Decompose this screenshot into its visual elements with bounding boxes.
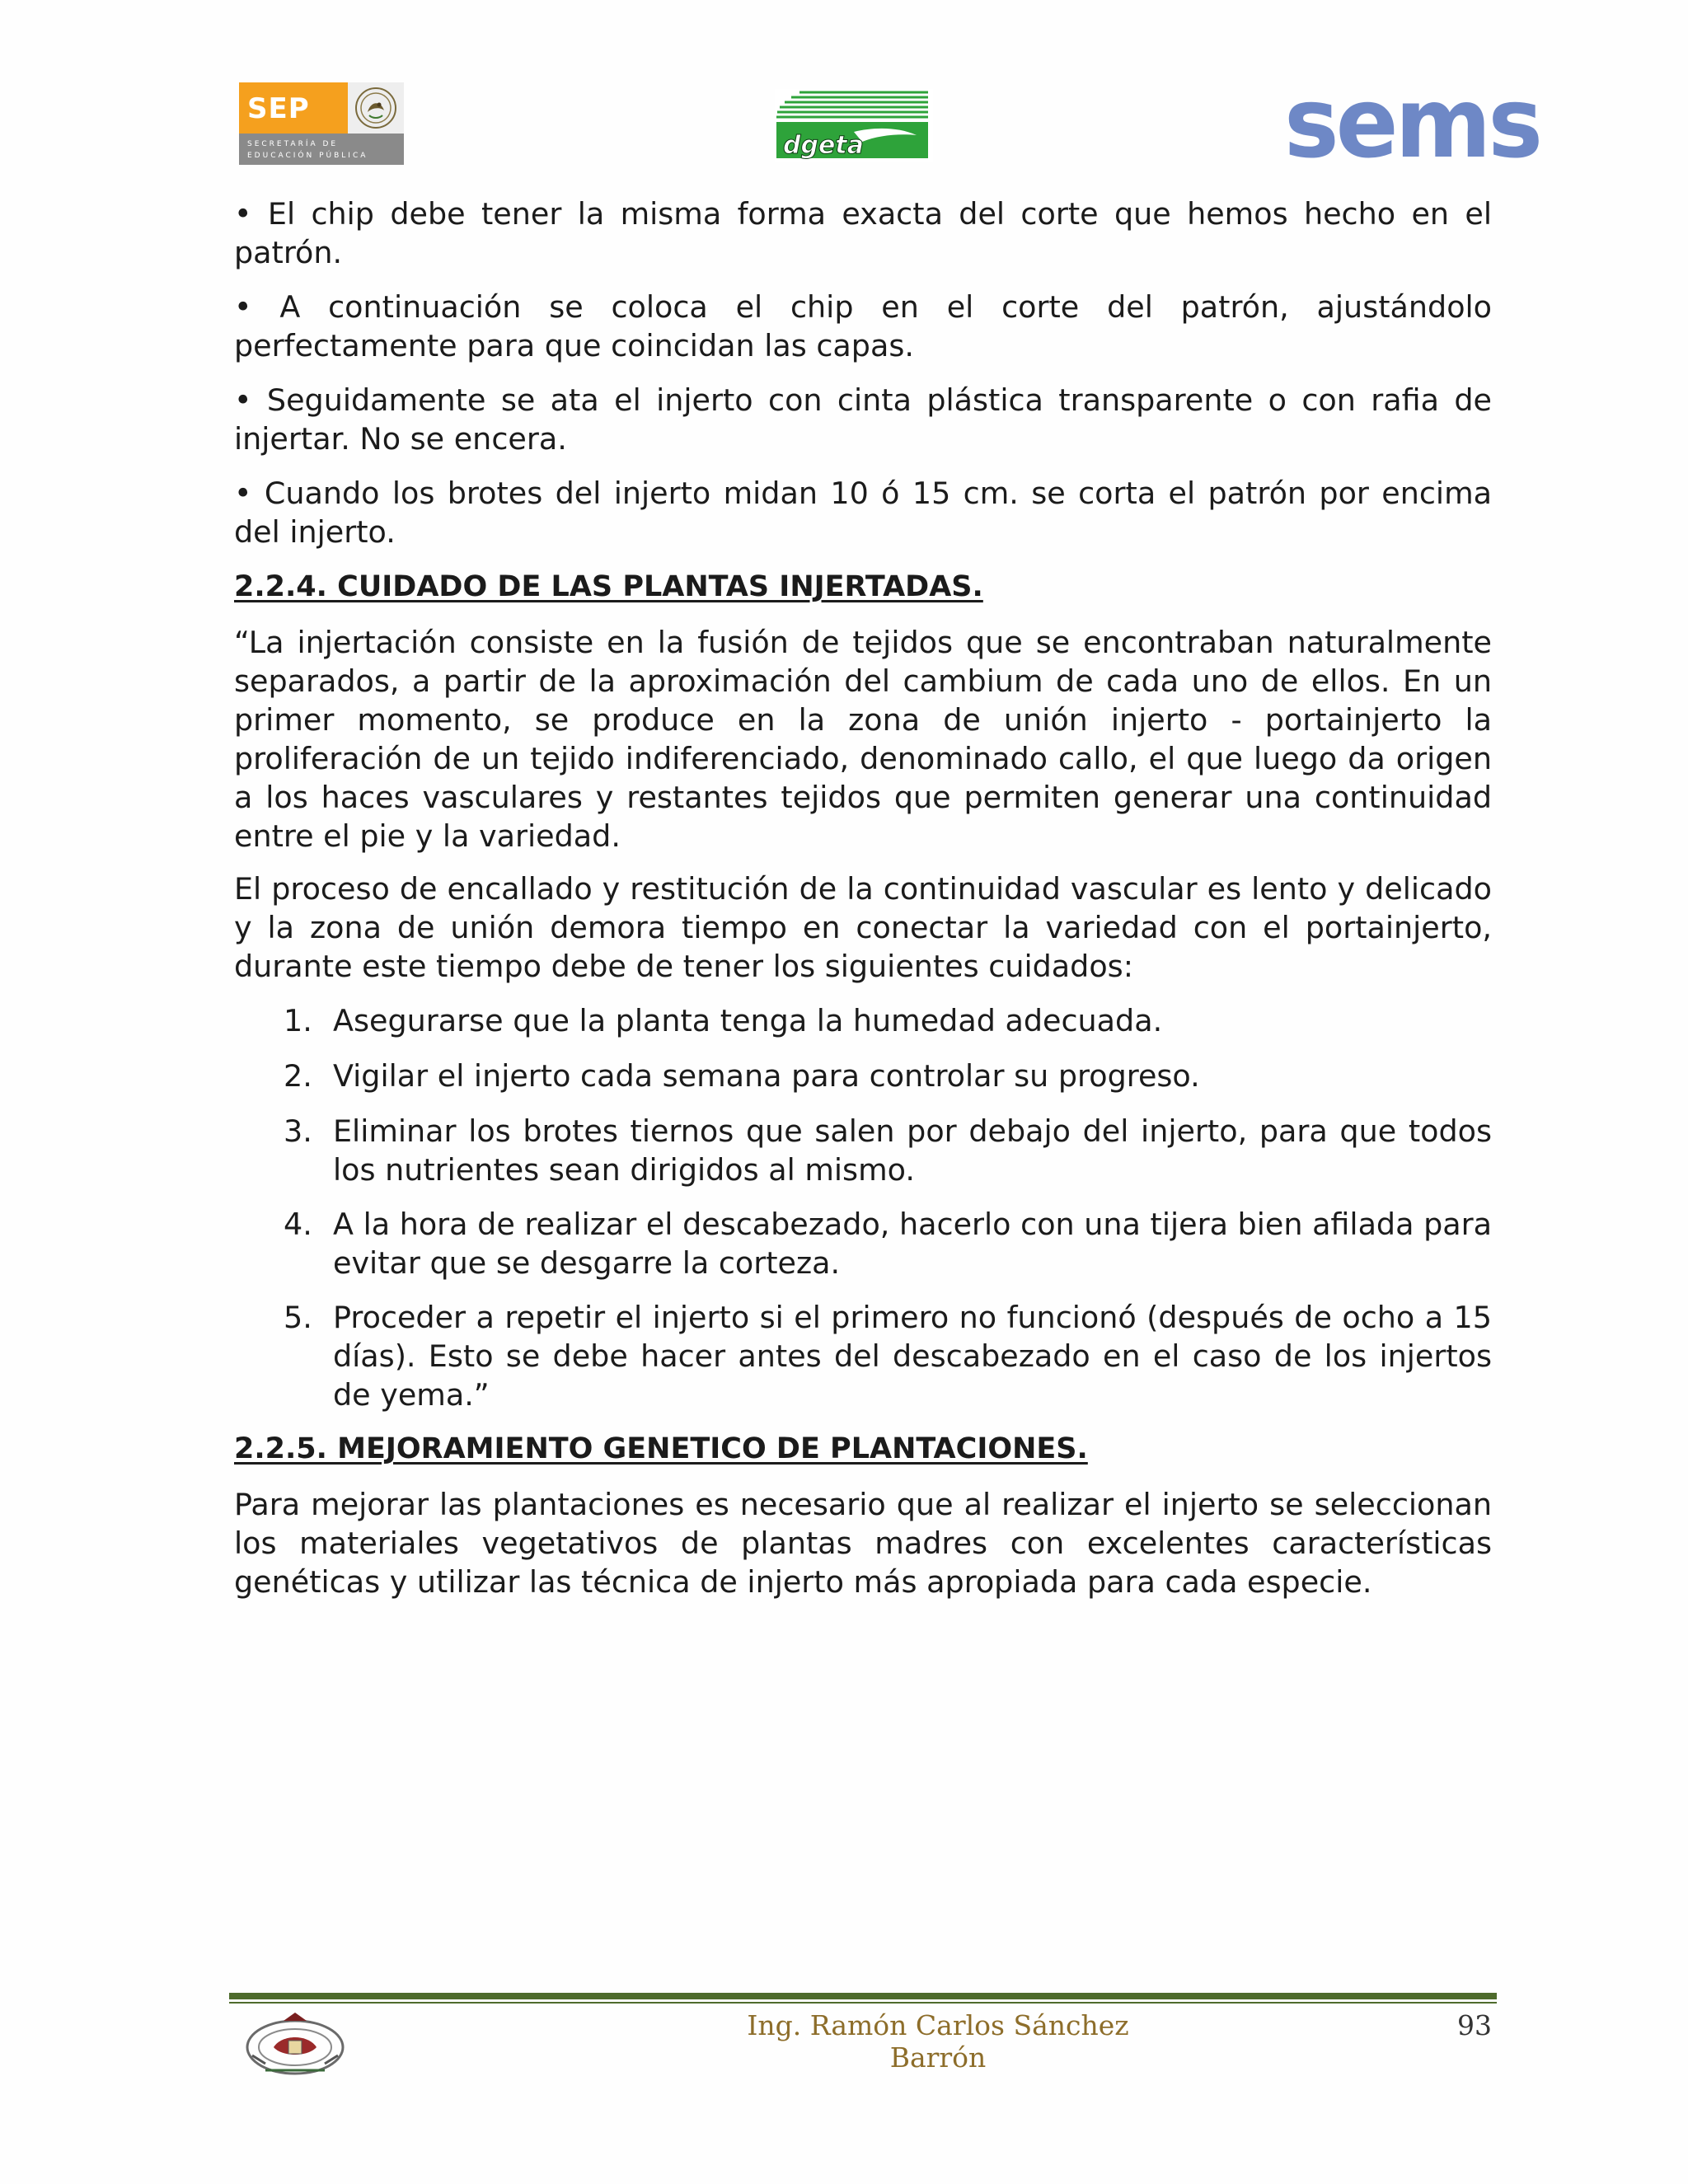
list-item-text: Eliminar los brotes tiernos que salen por debajo del injerto, para que todos los nutrientes sean dirigidos al mismo. xyxy=(333,1113,1492,1188)
school-emblem-icon xyxy=(241,2011,349,2080)
paragraph-mejoramiento: Para mejorar las plantaciones es necesario que al realizar el injerto se seleccionan los materiales vegetativos de plantas madres con excelentes características genéticas y utilizar las técnica de injerto más apropiada para cada especie. xyxy=(234,1487,1492,1600)
footer-author: Ing. Ramón Carlos Sánchez Barrón xyxy=(747,2009,1129,2074)
list-item-text: A la hora de realizar el descabezado, hacerlo con una tijera bien afilada para evitar que se desgarre la corteza. xyxy=(333,1207,1492,1281)
list-item-number: 5. xyxy=(284,1300,312,1335)
sep-logo xyxy=(239,82,404,165)
section-heading-225: 2.2.5. MEJORAMIENTO GENETICO DE PLANTACIONES. xyxy=(234,1432,1088,1465)
dgeta-logo xyxy=(775,89,933,162)
paragraph-encallado: El proceso de encallado y restitución de la continuidad vascular es lento y delicado y la zona de unión demora tiempo en conectar la variedad con el portainjerto, durante este tiempo debe de tener los siguientes cuidados: xyxy=(234,871,1492,984)
list-item-number: 1. xyxy=(284,1003,312,1038)
list-item xyxy=(284,1205,1492,1282)
list-item xyxy=(284,1057,1492,1095)
list-item-number: 3. xyxy=(284,1113,312,1149)
list-item xyxy=(284,1001,1492,1040)
sems-logo xyxy=(1284,67,1540,180)
footer-rule-thin xyxy=(229,2002,1497,2004)
list-item xyxy=(284,1112,1492,1189)
list-item-number: 4. xyxy=(284,1207,312,1242)
mexico-seal-icon xyxy=(348,82,404,134)
sems-logo-text: sems xyxy=(1284,67,1540,180)
sep-logo-title: SEP xyxy=(247,92,310,125)
section-heading-224: 2.2.4. CUIDADO DE LAS PLANTAS INJERTADAS. xyxy=(234,570,983,603)
sep-logo-subtitle-2: EDUCACIÓN PÚBLICA xyxy=(247,152,368,160)
list-item-text: Proceder a repetir el injerto si el primero no funcionó (después de ocho a 15 días). Esto se debe hacer antes del descabezado en el caso de los injertos de yema.” xyxy=(333,1300,1492,1413)
list-item-number: 2. xyxy=(284,1058,312,1094)
bullet-paragraph: • Cuando los brotes del injerto midan 10 ó 15 cm. se corta el patrón por encima del injerto. xyxy=(234,476,1492,550)
bullet-paragraph: • El chip debe tener la misma forma exacta del corte que hemos hecho en el patrón. xyxy=(234,196,1492,270)
page-number: 93 xyxy=(1457,2009,1492,2041)
paragraph-injertacion: “La injertación consiste en la fusión de tejidos que se encontraban naturalmente separados, a partir de la aproximación del cambium de cada uno de ellos. En un primer momento, se produce en la zona de unión injerto - portainjerto la proliferación de un tejido indiferenciado, denominado callo, el que luego da origen a los haces vasculares y restantes tejidos que permiten generar una continuidad entre el pie y la variedad. xyxy=(234,625,1492,854)
list-item xyxy=(284,1298,1492,1414)
sep-logo-orange-block xyxy=(239,82,348,134)
bullet-paragraph: • A continuación se coloca el chip en el corte del patrón, ajustándolo perfectamente para que coincidan las capas. xyxy=(234,289,1492,363)
list-item-text: Asegurarse que la planta tenga la humedad adecuada. xyxy=(333,1003,1163,1038)
dgeta-logo-text: dgeta xyxy=(783,131,864,160)
list-item-text: Vigilar el injerto cada semana para controlar su progreso. xyxy=(333,1058,1200,1094)
sep-logo-subtitle-1: SECRETARÍA DE xyxy=(247,140,339,148)
footer-rule xyxy=(229,1993,1497,1999)
sep-logo-gray-band xyxy=(239,134,404,165)
bullet-paragraph: • Seguidamente se ata el injerto con cinta plástica transparente o con rafia de injertar. No se encera. xyxy=(234,382,1492,457)
